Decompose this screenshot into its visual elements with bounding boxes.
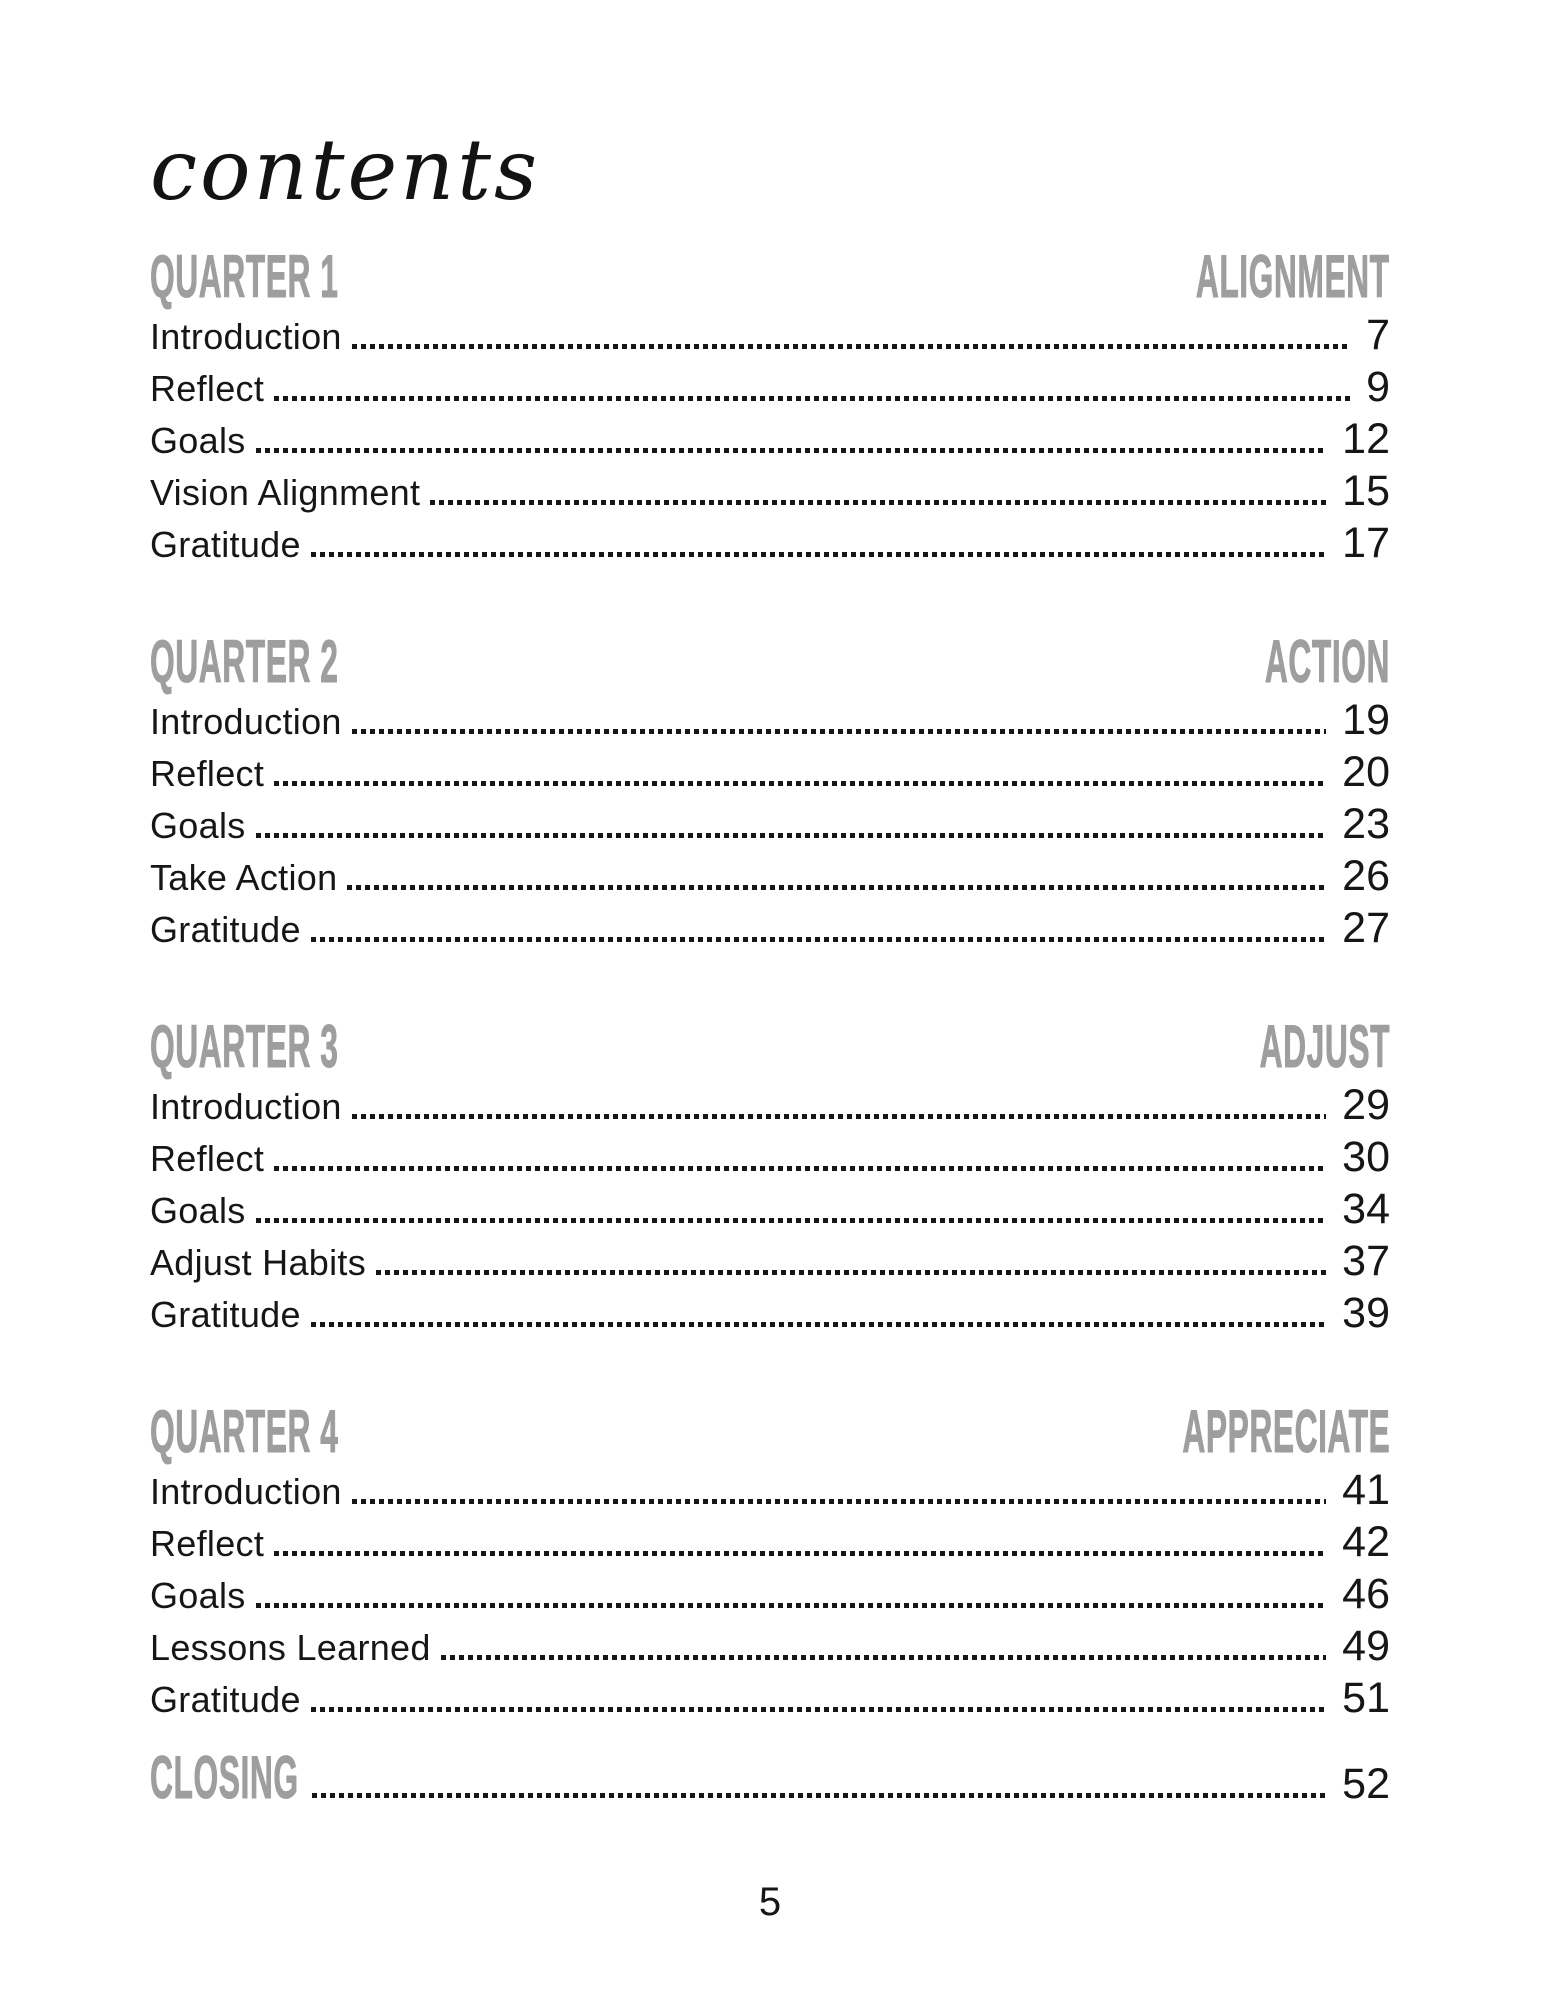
section-quarter-4 [150,1398,1390,1726]
quarter-2-heading: QUARTER 2 [150,628,339,695]
toc-entry [150,1570,1390,1622]
entry-page-number: 7 [1366,311,1390,359]
toc-entry [150,1518,1390,1570]
closing-page-number: 52 [1342,1760,1390,1808]
section-quarter-3 [150,1013,1390,1341]
toc-entry [150,800,1390,852]
toc-entry [150,1133,1390,1185]
leader-dots [347,885,1326,890]
toc-entry [150,1674,1390,1726]
leader-dots [376,1270,1326,1275]
entry-page-number: 51 [1342,1674,1390,1722]
leader-dots [274,1551,1326,1556]
leader-dots [311,937,1326,942]
entry-page-number: 30 [1342,1133,1390,1181]
entry-label: Goals [150,1575,246,1616]
entry-label: Gratitude [150,524,301,565]
toc-entry [150,1081,1390,1133]
quarter-4-tagline-wrap [998,1398,1390,1465]
quarter-3-tagline-wrap [1144,1013,1390,1080]
toc-entry [150,519,1390,571]
entry-label: Reflect [150,368,265,409]
toc-entries [150,1466,1390,1726]
entry-page-number: 26 [1342,852,1390,900]
toc-entry [150,748,1390,800]
toc-entry [150,1237,1390,1289]
leader-dots [441,1655,1326,1660]
leader-dots [352,729,1326,734]
quarter-1-tagline-wrap [1024,243,1390,310]
entry-label: Goals [150,420,246,461]
entry-label: Gratitude [150,1294,301,1335]
toc-entry [150,1466,1390,1518]
toc-entry [150,1622,1390,1674]
leader-dots [256,1603,1327,1608]
entry-label: Vision Alignment [150,472,421,513]
page-number-folio: 5 [758,1880,782,1924]
quarter-4-tagline: APPRECIATE [1182,1398,1390,1465]
quarter-3-heading: QUARTER 3 [150,1013,339,1080]
toc-entry [150,1289,1390,1341]
leader-dots [311,552,1326,557]
quarter-1-heading: QUARTER 1 [150,243,339,310]
entry-page-number: 49 [1342,1622,1390,1670]
toc-entry [150,415,1390,467]
entry-label: Introduction [150,1086,342,1127]
section-heading-row [150,628,1390,695]
entry-page-number: 9 [1366,363,1390,411]
toc-entry [150,363,1390,415]
entry-page-number: 27 [1342,904,1390,952]
entry-label: Reflect [150,1523,265,1564]
quarter-1-heading-wrap [150,243,506,310]
toc-entries [150,311,1390,571]
leader-dots [256,448,1327,453]
quarter-2-tagline-wrap [1154,628,1390,695]
closing-heading-wrap [150,1744,302,1811]
entry-page-number: 17 [1342,519,1390,567]
entry-label: Reflect [150,753,265,794]
section-quarter-1 [150,243,1390,571]
section-quarter-2 [150,628,1390,956]
entry-page-number: 34 [1342,1185,1390,1233]
quarter-3-heading-wrap [150,1013,506,1080]
quarter-2-heading-wrap [150,628,506,695]
leader-dots [274,781,1326,786]
toc-entries [150,1081,1390,1341]
leader-dots [274,1166,1326,1171]
entry-label: Introduction [150,701,342,742]
quarter-3-tagline: ADJUST [1259,1013,1390,1080]
entry-page-number: 12 [1342,415,1390,463]
quarter-4-heading: QUARTER 4 [150,1398,339,1465]
leader-dots [430,500,1326,505]
toc-entry [150,467,1390,519]
leader-dots [352,1114,1326,1119]
page-title: contents [150,121,541,219]
entry-page-number: 46 [1342,1570,1390,1618]
section-heading-row [150,1013,1390,1080]
quarter-2-tagline: ACTION [1264,628,1390,695]
entry-label: Take Action [150,857,338,898]
entry-page-number: 41 [1342,1466,1390,1514]
entry-label: Goals [150,805,246,846]
leader-dots [311,1707,1326,1712]
entry-page-number: 29 [1342,1081,1390,1129]
entry-label: Gratitude [150,1679,301,1720]
toc-entry [150,1185,1390,1237]
leader-dots [311,1322,1326,1327]
entry-label: Goals [150,1190,246,1231]
leader-dots [352,1499,1326,1504]
entry-page-number: 39 [1342,1289,1390,1337]
entry-label: Introduction [150,1471,342,1512]
section-heading-row [150,243,1390,310]
leader-dots [312,1793,1326,1798]
toc-entry [150,904,1390,956]
entry-page-number: 37 [1342,1237,1390,1285]
entry-page-number: 15 [1342,467,1390,515]
leader-dots [256,833,1327,838]
entry-label: Adjust Habits [150,1242,366,1283]
entry-page-number: 42 [1342,1518,1390,1566]
entry-label: Gratitude [150,909,301,950]
toc-entry [150,696,1390,748]
toc-entry [150,311,1390,363]
quarter-1-tagline: ALIGNMENT [1196,243,1390,310]
leader-dots [274,396,1350,401]
entry-label: Reflect [150,1138,265,1179]
closing-row [150,1744,1390,1811]
quarter-4-heading-wrap [150,1398,506,1465]
toc-entries [150,696,1390,956]
toc-entry [150,852,1390,904]
section-heading-row [150,1398,1390,1465]
leader-dots [256,1218,1327,1223]
entry-label: Introduction [150,316,342,357]
entry-page-number: 19 [1342,696,1390,744]
entry-page-number: 23 [1342,800,1390,848]
leader-dots [352,344,1350,349]
entry-label: Lessons Learned [150,1627,431,1668]
entry-page-number: 20 [1342,748,1390,796]
closing-heading: CLOSING [150,1744,299,1811]
